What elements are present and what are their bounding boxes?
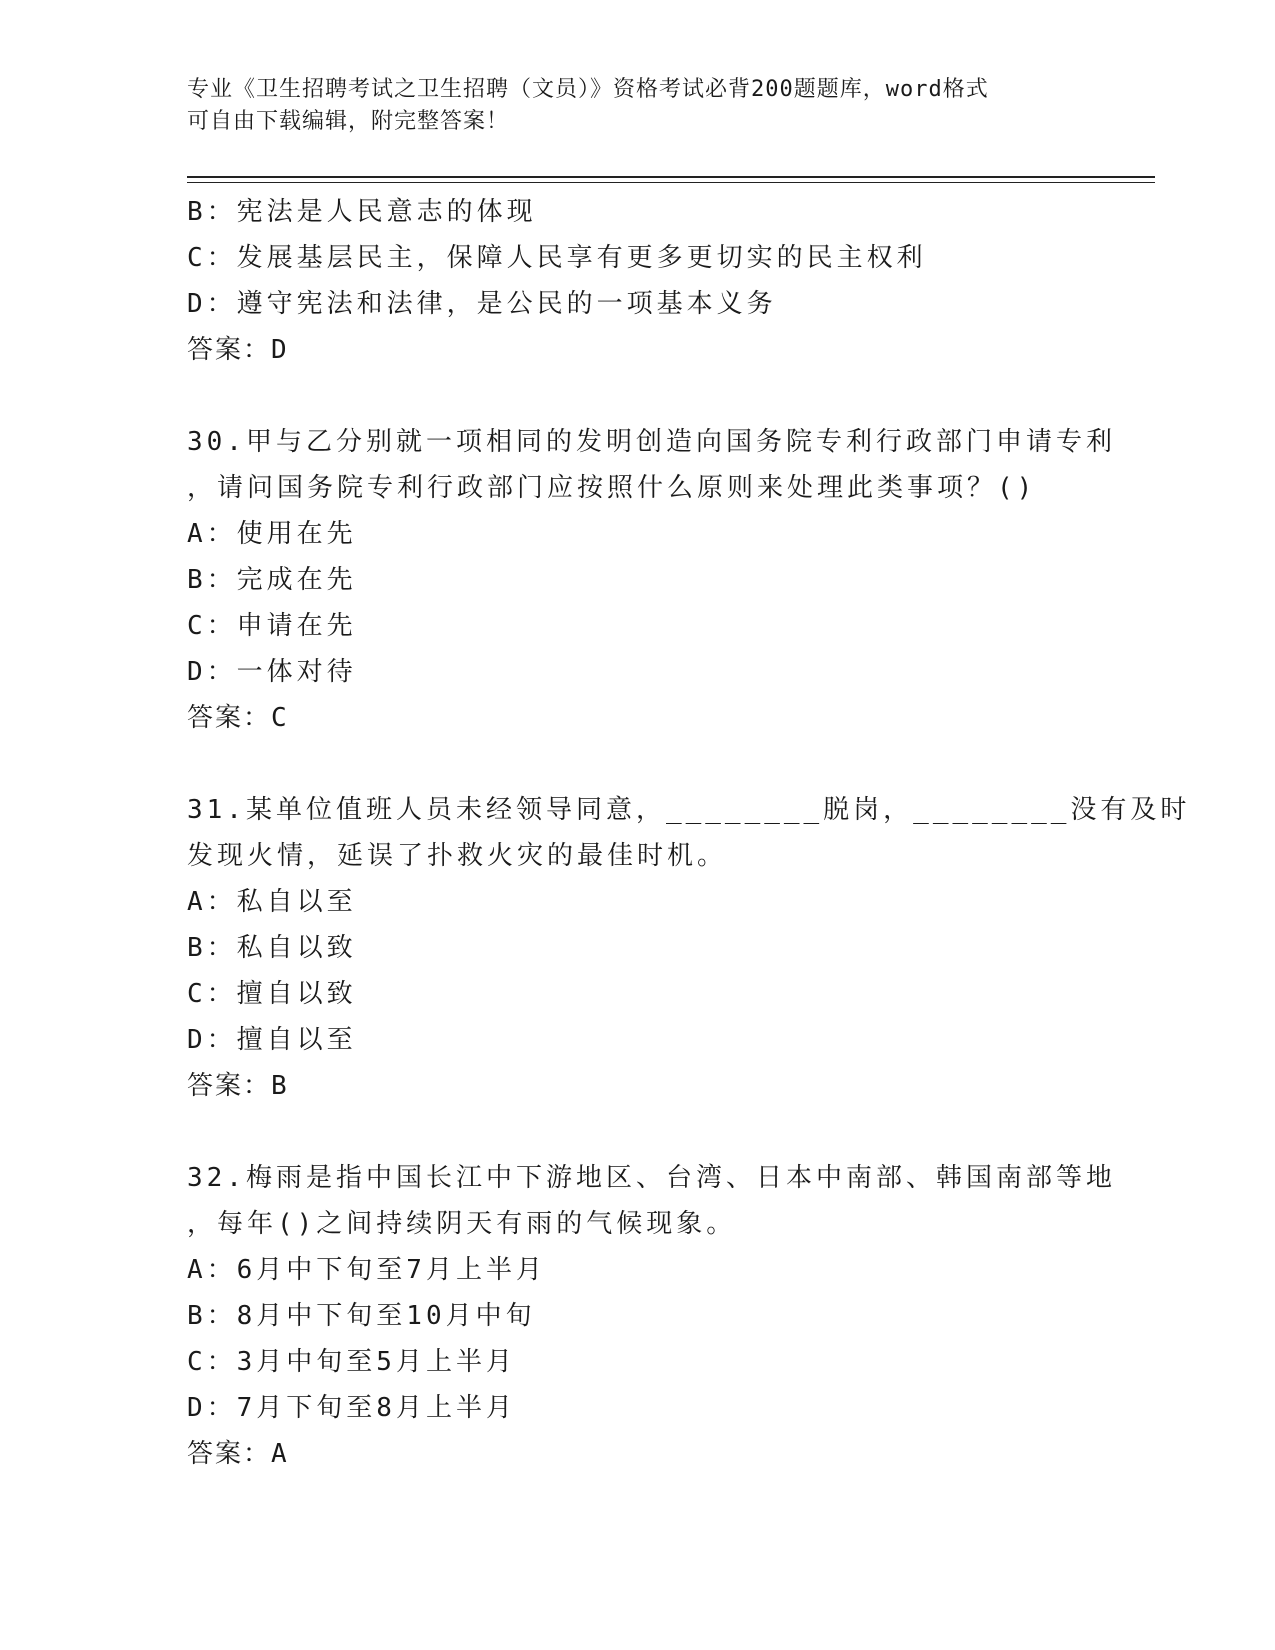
header-line-1: 专业《卫生招聘考试之卫生招聘（文员）》资格考试必背200题题库，word格式 (187, 77, 989, 102)
option-b: B：宪法是人民意志的体现 (187, 197, 537, 227)
header-divider-thick (187, 176, 1155, 178)
question-29 (187, 189, 1087, 373)
option-d: D：遵守宪法和法律，是公民的一项基本义务 (187, 289, 777, 319)
question-stem-line-1: 32.梅雨是指中国长江中下游地区、台湾、日本中南部、韩国南部等地 (187, 1163, 1116, 1193)
question-stem-line-1: 31.某单位值班人员未经领导同意，________脱岗，________没有及时 (187, 795, 1191, 825)
option-b: B：8月中下旬至10月中旬 (187, 1301, 536, 1331)
option-c: C：3月中旬至5月上半月 (187, 1347, 516, 1377)
option-d: D：7月下旬至8月上半月 (187, 1393, 516, 1423)
option-c: C：发展基层民主，保障人民享有更多更切实的民主权利 (187, 243, 927, 273)
header-line-2: 可自由下载编辑，附完整答案！ (187, 109, 510, 134)
answer: 答案：A (187, 1439, 289, 1469)
question-stem-line-1: 30.甲与乙分别就一项相同的发明创造向国务院专利行政部门申请专利 (187, 427, 1116, 457)
option-a: A：私自以至 (187, 887, 357, 917)
option-c: C：擅自以致 (187, 979, 357, 1009)
option-b: B：完成在先 (187, 565, 357, 595)
option-a: A：使用在先 (187, 519, 357, 549)
question-31 (187, 787, 1191, 1109)
answer: 答案：D (187, 335, 289, 365)
question-32 (187, 1155, 1116, 1477)
spacer (187, 1109, 1087, 1155)
option-b: B：私自以致 (187, 933, 357, 963)
spacer (187, 741, 1087, 787)
header-divider-thin (187, 182, 1155, 183)
answer: 答案：B (187, 1071, 289, 1101)
question-stem-line-2: ，每年()之间持续阴天有雨的气候现象。 (187, 1209, 737, 1239)
question-list (187, 189, 1191, 1477)
answer: 答案：C (187, 703, 289, 733)
option-d: D：一体对待 (187, 657, 357, 687)
question-stem-line-2: ，请问国务院专利行政部门应按照什么原则来处理此类事项？() (187, 473, 1037, 503)
question-stem-line-2: 发现火情，延误了扑救火灾的最佳时机。 (187, 841, 728, 871)
option-a: A：6月中下旬至7月上半月 (187, 1255, 546, 1285)
option-d: D：擅自以至 (187, 1025, 357, 1055)
question-30 (187, 419, 1116, 741)
document-header (187, 74, 1087, 138)
option-c: C：申请在先 (187, 611, 357, 641)
spacer (187, 373, 1087, 419)
